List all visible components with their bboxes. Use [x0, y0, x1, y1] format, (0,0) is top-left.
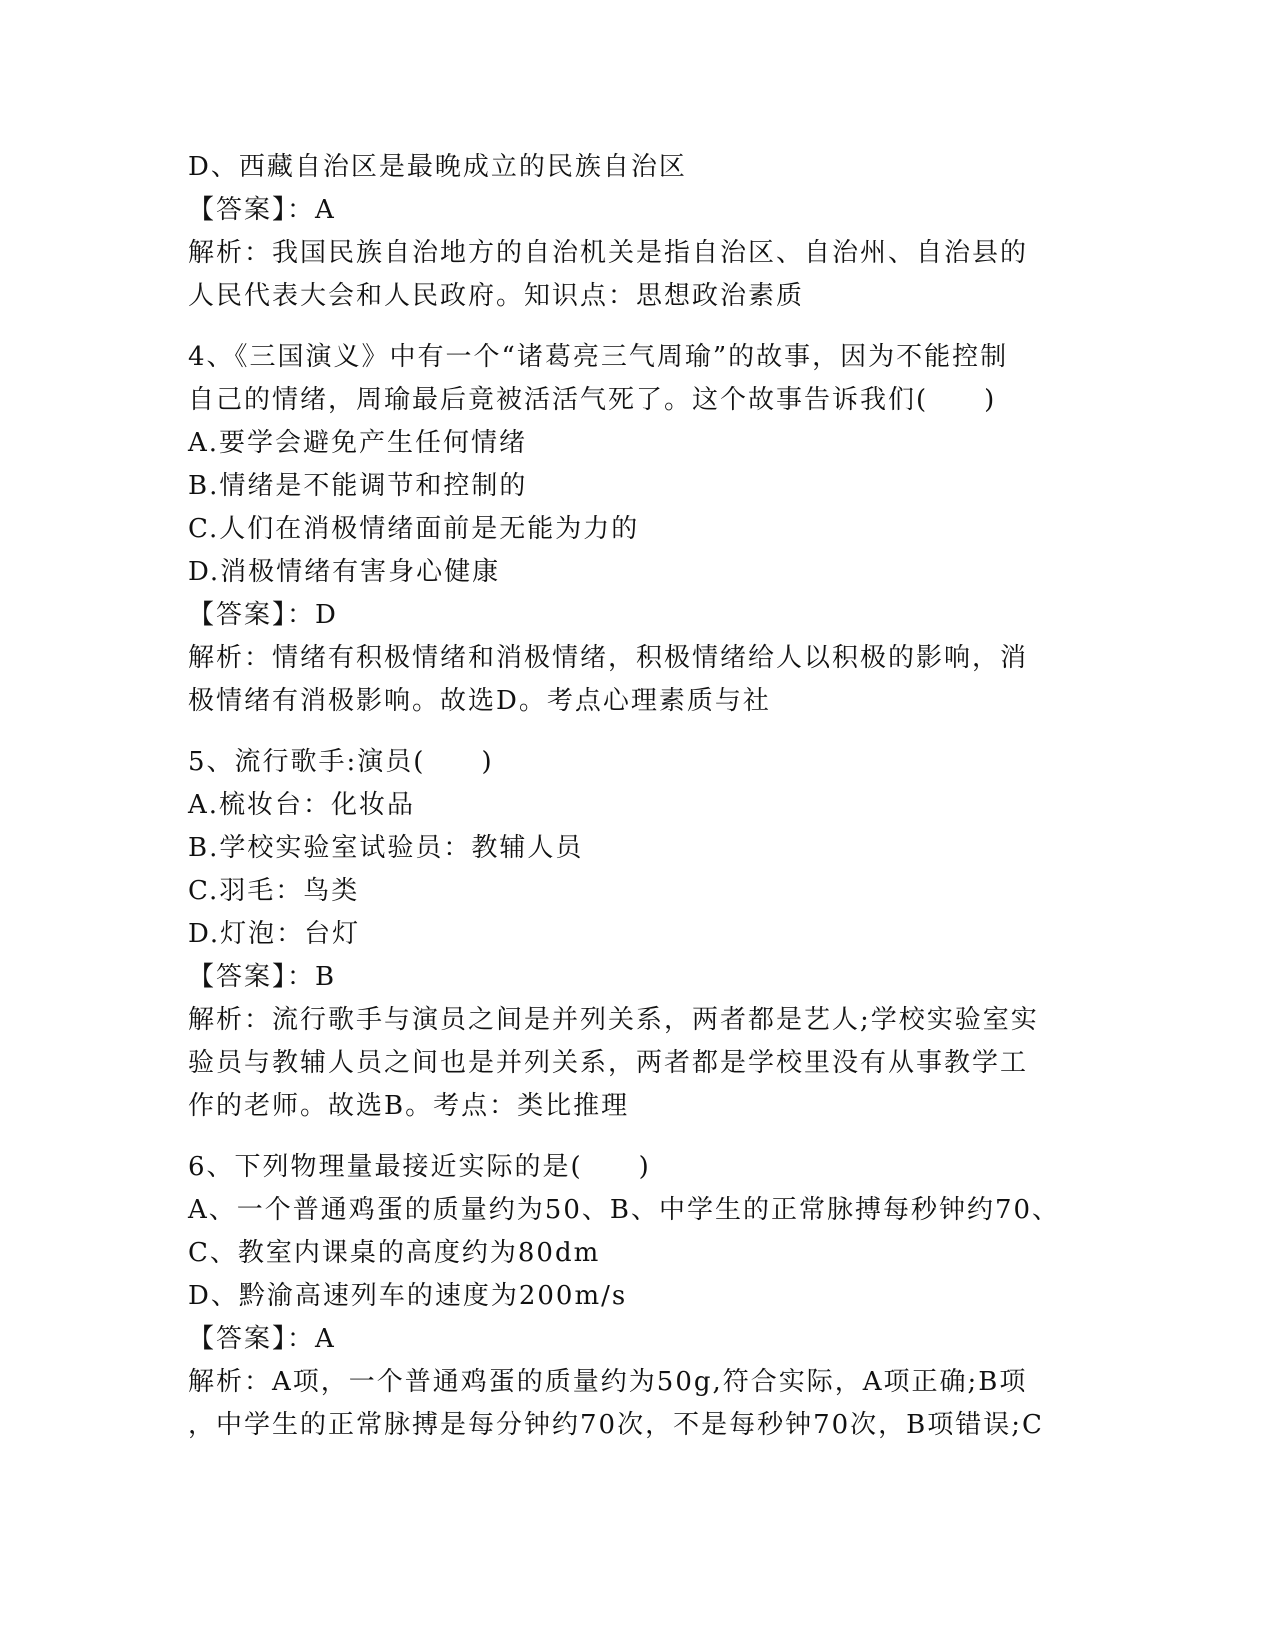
q6-analysis-line-1: 解析：A项，一个普通鸡蛋的质量约为50g,符合实际，A项正确;B项: [188, 1367, 1028, 1397]
paragraph-gap: [188, 1128, 1088, 1146]
q4-analysis-line-2: 极情绪有消极影响。故选D。考点心理素质与社: [188, 686, 771, 716]
paragraph-gap: [188, 723, 1088, 741]
q6-stem: 6、下列物理量最接近实际的是( ): [188, 1152, 651, 1182]
q4-option-a: A.要学会避免产生任何情绪: [188, 428, 528, 458]
q4-analysis-line-1: 解析：情绪有积极情绪和消极情绪，积极情绪给人以积极的影响，消: [188, 643, 1029, 673]
q3-analysis-line-1: 解析：我国民族自治地方的自治机关是指自治区、自治州、自治县的: [188, 238, 1029, 268]
q4-option-b: B.情绪是不能调节和控制的: [188, 471, 528, 501]
q3-answer: 【答案】：A: [188, 195, 336, 225]
q5-option-c: C.羽毛：鸟类: [188, 876, 360, 906]
q5-option-b: B.学校实验室试验员：教辅人员: [188, 833, 584, 863]
q5-option-a: A.梳妆台：化妆品: [188, 790, 416, 820]
q5-answer: 【答案】：B: [188, 962, 337, 992]
q5-stem: 5、流行歌手:演员( ): [188, 747, 494, 777]
paragraph-gap: [188, 318, 1088, 336]
q4-stem-line-1: 4、《三国演义》中有一个“诸葛亮三气周瑜”的故事，因为不能控制: [188, 342, 1009, 372]
q3-analysis-line-2: 人民代表大会和人民政府。知识点：思想政治素质: [188, 281, 805, 311]
document-body: [188, 146, 1088, 1447]
q6-option-ab: A、一个普通鸡蛋的质量约为50、B、中学生的正常脉搏每秒钟约70、: [188, 1195, 1061, 1225]
q4-option-d: D.消极情绪有害身心健康: [188, 557, 501, 587]
q4-answer: 【答案】：D: [188, 600, 338, 630]
q6-analysis-line-2: ，中学生的正常脉搏是每分钟约70次，不是每秒钟70次，B项错误;C: [188, 1410, 1044, 1440]
q4-stem-line-2: 自己的情绪，周瑜最后竟被活活气死了。这个故事告诉我们( ): [188, 385, 997, 415]
q5-option-d: D.灯泡：台灯: [188, 919, 361, 949]
q6-option-d: D、黔渝高速列车的速度为200m/s: [188, 1281, 628, 1311]
q6-answer: 【答案】：A: [188, 1324, 336, 1354]
q5-analysis-line-3: 作的老师。故选B。考点：类比推理: [188, 1091, 630, 1121]
q6-option-c: C、教室内课桌的高度约为80dm: [188, 1238, 601, 1268]
q3-option-d: D、西藏自治区是最晚成立的民族自治区: [188, 152, 687, 182]
q5-analysis-line-1: 解析：流行歌手与演员之间是并列关系，两者都是艺人;学校实验室实: [188, 1005, 1039, 1035]
q4-option-c: C.人们在消极情绪面前是无能为力的: [188, 514, 640, 544]
q5-analysis-line-2: 验员与教辅人员之间也是并列关系，两者都是学校里没有从事教学工: [188, 1048, 1029, 1078]
